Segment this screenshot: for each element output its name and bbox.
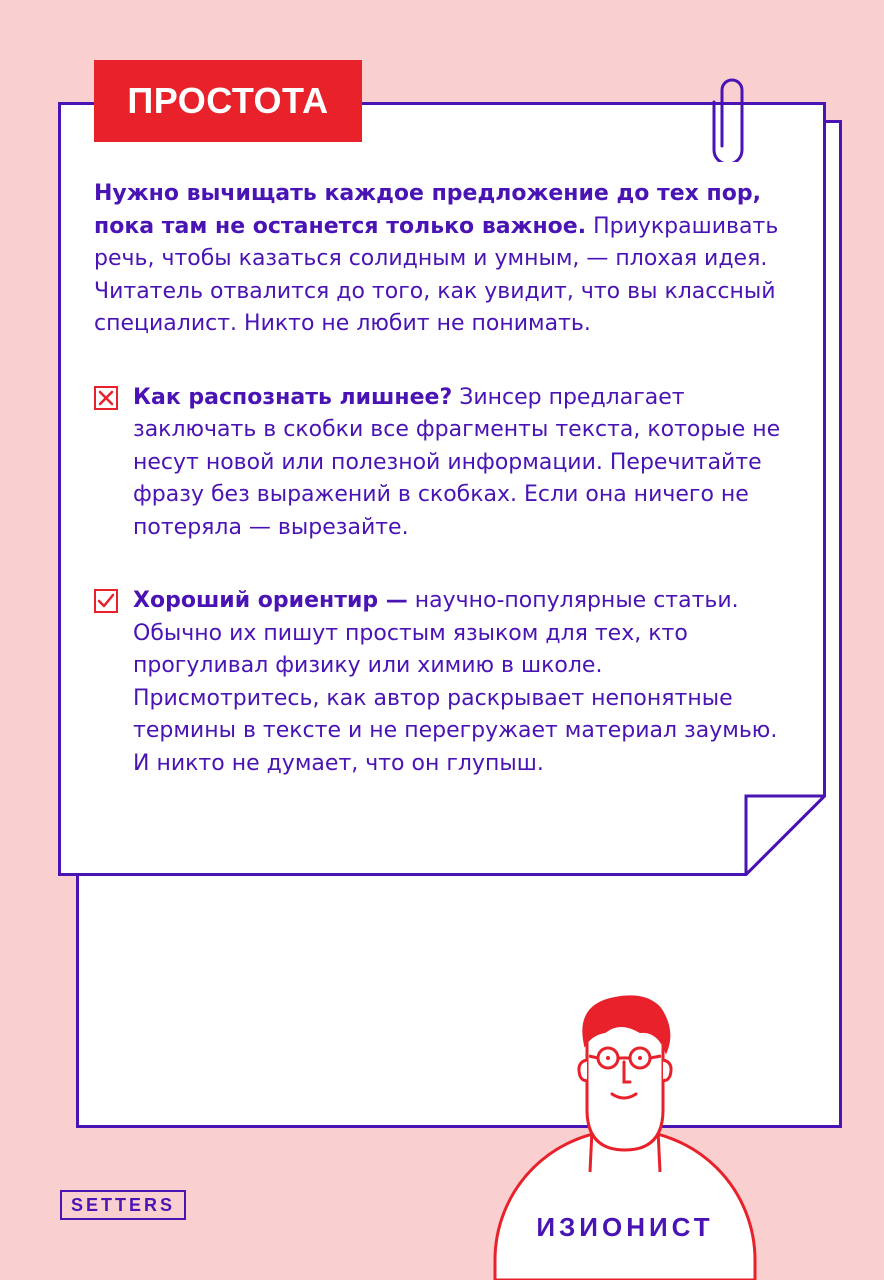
intro-bold-text: Нужно вычищать каждое предложение до тех пор, пока там не останется только важное. <box>94 181 761 239</box>
checkmark-checkbox-icon <box>94 589 118 613</box>
setters-logo: SETTERS <box>60 1190 186 1220</box>
card-content <box>94 178 794 821</box>
list-item-extra <box>94 382 794 545</box>
list-item-guide <box>94 585 794 780</box>
character-name: ИЗИОНИСТ <box>536 1212 714 1242</box>
paperclip-icon <box>712 72 752 162</box>
cross-checkbox-icon <box>94 386 118 410</box>
item-text: Зинсер предлагает заключать в скобки все фрагменты текста, которые не несут новой или полезной информации. Перечитайте фразу без выражений в скобках. Если она ничего не потеряла — вырезайте. <box>133 384 781 540</box>
item-text: научно-популярные статьи. Обычно их пишут простым языком для тех, кто прогуливал физику или химию в школе. Присмотритесь, как автор раскрывает непонятные термины в тексте и не перегружает материал заумью. И никто не думает, что он глупыш. <box>133 588 778 776</box>
item-bold-text: Как распознать лишнее? <box>133 384 453 410</box>
item-paragraph <box>133 585 794 780</box>
item-paragraph <box>133 382 794 545</box>
intro-text: Приукрашивать речь, чтобы казаться солидным и умным, — плохая идея. Читатель отвалится до того, как увидит, что вы классный специалист. Никто не любит не понимать. <box>94 213 779 336</box>
intro-paragraph <box>94 178 794 341</box>
card-title: ПРОСТОТА <box>94 60 362 142</box>
item-bold-text: Хороший ориентир — <box>133 588 408 613</box>
